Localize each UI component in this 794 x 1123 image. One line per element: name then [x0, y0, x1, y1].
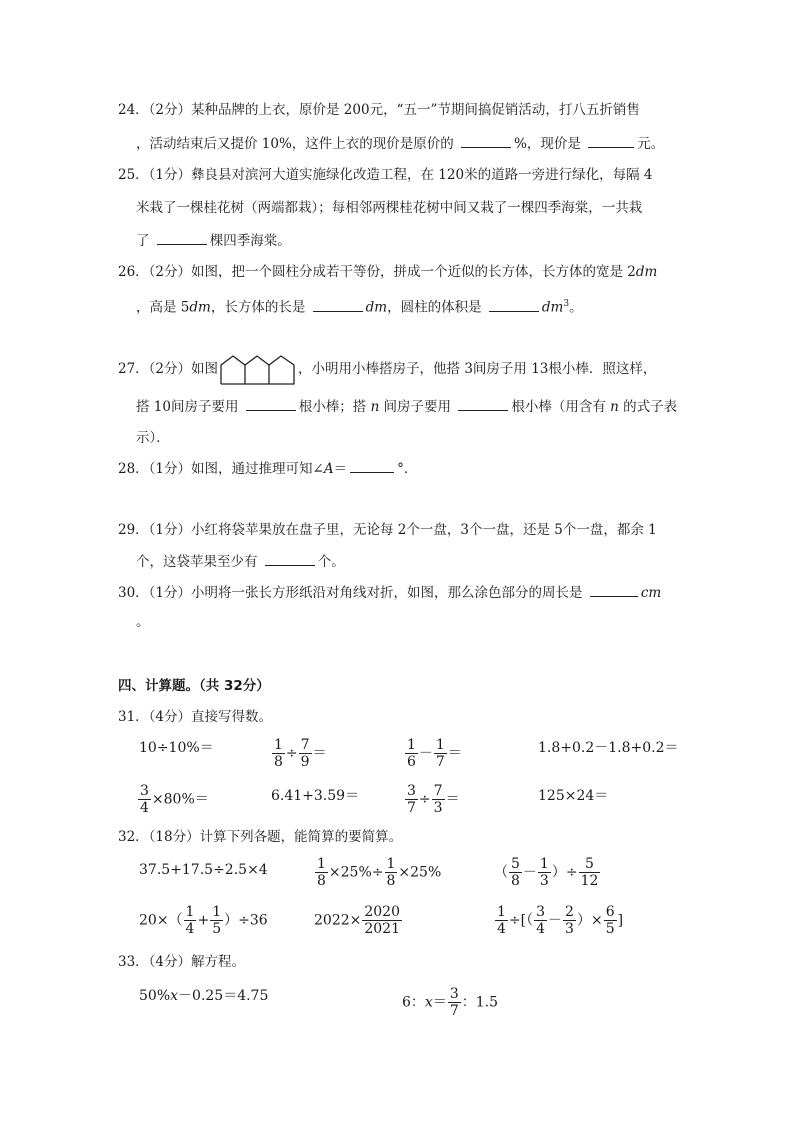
q26-blank-volume[interactable] — [489, 297, 539, 312]
variable-x: x — [424, 994, 433, 1011]
q32-expr-6 — [494, 904, 623, 937]
q32-title: 32．（18分）计算下列各题，能简算的要简算。 — [118, 829, 403, 845]
denominator: 4 — [536, 921, 546, 937]
q27-var-n-2: n — [610, 399, 619, 415]
numerator: 1 — [435, 737, 445, 753]
fraction — [405, 737, 418, 770]
q24-line1: 24．（2分）某种品牌的上衣，原价是 200元，“五一”节期间搞促销活动，打八五折销售 — [118, 102, 640, 118]
q32-expr-3 — [494, 856, 601, 889]
fraction — [315, 856, 328, 889]
q27-line3: 示）． — [136, 430, 170, 446]
operator: + — [197, 912, 210, 929]
q28-blank[interactable] — [350, 458, 394, 473]
q26-line1 — [118, 262, 657, 282]
q26-cube-superscript: 3 — [563, 299, 570, 309]
numerator: 5 — [579, 856, 601, 873]
q25-text-a: 了 — [136, 233, 154, 249]
q27-line1 — [118, 354, 656, 385]
expression-rest: ×25% — [398, 864, 442, 881]
fraction — [563, 904, 576, 937]
q32-expr-1: 37.5+17.5÷2.5×4 — [139, 862, 268, 878]
q31-expr-3 — [404, 737, 462, 770]
numerator: 2020 — [364, 904, 400, 920]
q30-line2: 。 — [136, 614, 150, 630]
fraction — [138, 783, 151, 816]
numerator: 1 — [497, 904, 506, 920]
operator: ÷[（ — [508, 912, 534, 929]
operator: ）× — [576, 912, 603, 929]
fraction — [210, 904, 223, 937]
denominator: 4 — [185, 921, 195, 937]
numerator: 3 — [140, 783, 149, 799]
denominator: 3 — [565, 921, 574, 937]
q26-text-c: ，长方体的长是 — [210, 299, 310, 316]
denominator: 5 — [605, 921, 615, 937]
denominator: 5 — [212, 921, 222, 937]
numerator: 1 — [386, 856, 396, 872]
paren-close: ）÷ — [551, 864, 578, 881]
q32-expr-2 — [314, 856, 441, 889]
q24-blank-percent[interactable] — [461, 133, 511, 148]
q27-text-b: ，小明用小棒搭房子，他搭 3间房子用 13根小棒．照这样， — [298, 361, 657, 377]
operator: － — [418, 745, 433, 762]
equals: ＝ — [432, 994, 447, 1011]
equation-part: 50% — [139, 988, 171, 1004]
q26-unit-2: dm — [189, 299, 211, 316]
fraction — [509, 856, 522, 889]
q30-unit: cm — [640, 585, 662, 601]
q28-text: 28．（1分）如图，通过推理可知∠ — [118, 461, 324, 477]
q29-text-a: 个，这袋苹果至少有 — [136, 554, 262, 570]
q31-expr-8: 125×24＝ — [538, 788, 609, 804]
numerator: 1 — [185, 904, 195, 920]
operator: ÷ — [285, 745, 298, 762]
q26-line2 — [136, 294, 583, 318]
q31-expr-5 — [137, 783, 209, 816]
denominator: 2021 — [364, 921, 400, 937]
expression-pre: 20×（ — [139, 912, 183, 929]
fraction — [448, 986, 461, 1019]
paren-open: （ — [494, 864, 508, 881]
denominator: 7 — [435, 754, 445, 770]
q28-eq: ＝ — [333, 461, 348, 477]
q26-text-d: ，圆柱的体积是 — [387, 299, 486, 316]
q27-text-d: 根小棒；搭 — [298, 399, 371, 415]
denominator: 4 — [497, 921, 506, 937]
q25-line3 — [136, 230, 291, 251]
q29-line2 — [136, 551, 345, 572]
numerator: 6 — [605, 904, 615, 920]
equation-part: ：1.5 — [461, 994, 499, 1011]
numerator: 1 — [539, 856, 549, 872]
denominator: 8 — [511, 873, 520, 889]
fraction — [538, 856, 551, 889]
fraction — [432, 783, 445, 816]
q31-expr-7 — [404, 783, 460, 816]
q25-blank[interactable] — [157, 230, 207, 245]
denominator: 3 — [539, 873, 549, 889]
equals: ＝ — [447, 745, 462, 762]
q26-unit-3: dm — [365, 299, 388, 316]
section-4-heading: 四、计算题。（共 32分） — [118, 678, 270, 694]
q31-expr-2 — [271, 737, 327, 770]
numerator: 3 — [449, 986, 459, 1002]
q26-unit-4: dm — [541, 299, 564, 316]
q24-text-c: 元。 — [637, 136, 665, 152]
expression-pre: 2022× — [314, 912, 362, 929]
q26-blank-length[interactable] — [313, 297, 363, 312]
q30-text: 30．（1分）小明将一张长方形纸沿对角线对折，如图，那么涂色部分的周长是 — [118, 585, 587, 601]
equation-part: －0.25＝4.75 — [178, 988, 269, 1004]
operator: ÷ — [418, 791, 431, 808]
q27-text-c: 搭 10间房子要用 — [136, 399, 243, 415]
q33-title: 33．（4分）解方程。 — [118, 954, 246, 970]
fraction — [434, 737, 447, 770]
denominator: 4 — [140, 800, 149, 816]
equals: ＝ — [312, 745, 327, 762]
q25-line2: 米栽了一棵桂花树（两端都栽）；每相邻两棵桂花树中间又栽了一棵四季海棠，一共栽 — [136, 200, 643, 216]
q31-expr-6: 6.41+3.59＝ — [271, 788, 360, 804]
denominator: 8 — [274, 754, 283, 770]
q26-text-b: ，高是 5 — [136, 299, 190, 316]
expression-rest: ×80%＝ — [151, 791, 209, 808]
numerator: 1 — [274, 737, 283, 753]
q25-line1: 25．（1分）彝良县对滨河大道实施绿化改造工程，在 120米的道路一旁进行绿化，每隔 4 — [118, 167, 653, 183]
denominator: 7 — [407, 800, 416, 816]
q30-blank[interactable] — [590, 582, 638, 597]
q24-line2 — [136, 133, 664, 154]
q29-line1: 29．（1分）小红将袋苹果放在盘子里，无论每 2个一盘，3个一盘，还是 5个一盘，都余 1 — [118, 522, 657, 538]
variable-x: x — [170, 988, 179, 1004]
expression-rest: ）÷36 — [224, 912, 268, 929]
numerator: 5 — [511, 856, 520, 872]
q29-text-b: 个。 — [317, 554, 345, 570]
q27-line2 — [136, 396, 677, 417]
q32-expr-4 — [139, 904, 268, 937]
q33-equation-2 — [402, 986, 498, 1019]
q31-title: 31．（4分）直接写得数。 — [118, 709, 273, 725]
fraction — [272, 737, 285, 770]
operator: － — [548, 912, 563, 929]
q33-equation-1 — [139, 986, 268, 1006]
houses-figure — [220, 355, 296, 385]
fraction — [299, 737, 312, 770]
q32-expr-5 — [314, 904, 403, 937]
q26-unit-1: dm — [635, 264, 658, 280]
denominator: 9 — [300, 754, 310, 770]
numerator: 2 — [565, 904, 574, 920]
q27-blank-expression[interactable] — [458, 396, 508, 411]
equals: ＝ — [445, 791, 460, 808]
q30-line1 — [118, 582, 661, 603]
denominator: 8 — [386, 873, 396, 889]
denominator: 8 — [317, 873, 326, 889]
operator: ×25%÷ — [328, 864, 384, 881]
numerator: 1 — [317, 856, 326, 872]
q28-var-a: A — [323, 461, 334, 477]
fraction — [579, 856, 601, 889]
q26-end: 。 — [569, 299, 583, 316]
fraction — [362, 904, 402, 937]
operator: － — [522, 864, 537, 881]
q31-expr-1: 10÷10%＝ — [139, 740, 214, 756]
fraction — [385, 856, 398, 889]
denominator: 12 — [580, 873, 599, 889]
equation-part: 6： — [402, 994, 425, 1011]
q25-text-b: 棵四季海棠。 — [209, 233, 291, 249]
numerator: 1 — [407, 737, 416, 753]
bracket-close: ] — [617, 912, 624, 929]
numerator: 1 — [212, 904, 222, 920]
q24-blank-price[interactable] — [588, 133, 634, 148]
q28-line — [118, 458, 417, 479]
q24-text-b: %，现价是 — [514, 136, 586, 152]
q26-text-a: 26．（2分）如图，把一个圆柱分成若干等份，拼成一个近似的长方体，长方体的宽是 2 — [118, 264, 636, 280]
denominator: 3 — [433, 800, 443, 816]
fraction — [604, 904, 617, 937]
q27-blank-sticks[interactable] — [246, 396, 296, 411]
numerator: 7 — [433, 783, 443, 799]
q24-text-a: ，活动结束后又提价 10%，这件上衣的现价是原价的 — [136, 136, 459, 152]
fraction — [184, 904, 197, 937]
q28-end: °． — [397, 461, 418, 477]
numerator: 7 — [300, 737, 310, 753]
numerator: 3 — [407, 783, 416, 799]
fraction — [495, 904, 508, 937]
q27-text-a: 27．（2分）如图 — [118, 361, 219, 377]
q27-text-f: 根小棒（用含有 — [511, 399, 611, 415]
q27-text-e: 间房子要用 — [379, 399, 456, 415]
q31-expr-4: 1.8+0.2－1.8+0.2＝ — [538, 740, 679, 756]
denominator: 6 — [407, 754, 416, 770]
numerator: 3 — [536, 904, 546, 920]
q29-blank[interactable] — [265, 551, 315, 566]
fraction — [405, 783, 418, 816]
fraction — [534, 904, 547, 937]
q27-var-n: n — [370, 399, 380, 415]
q27-text-g: 的式子表 — [618, 399, 678, 415]
denominator: 7 — [449, 1003, 459, 1019]
